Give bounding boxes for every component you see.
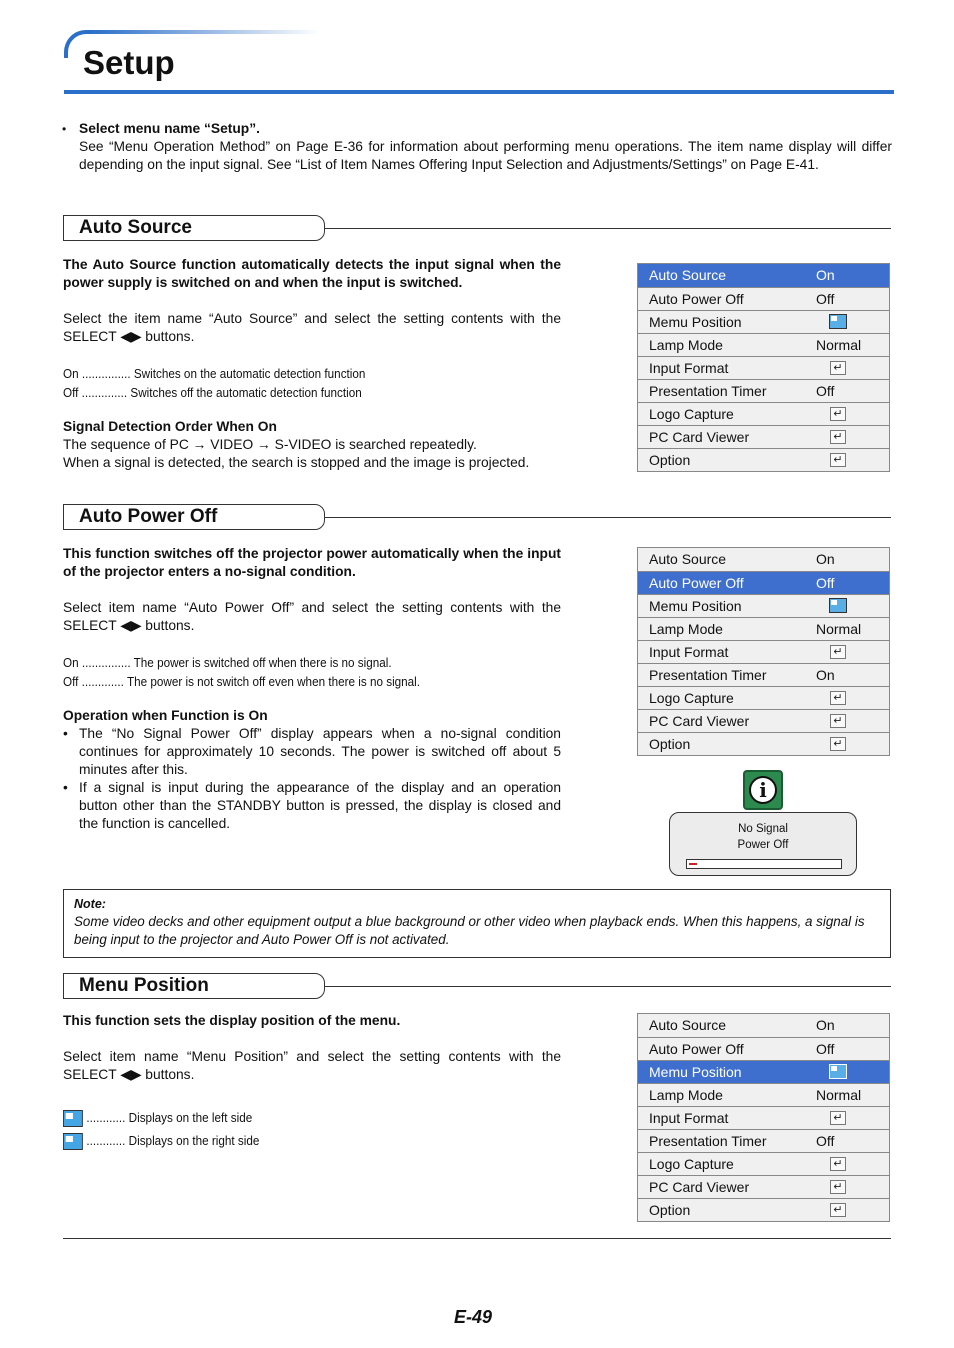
- menu-row-logo-capture[interactable]: Logo Capture ↵: [638, 402, 889, 425]
- menu-row-logo-capture[interactable]: Logo Capture ↵: [638, 686, 889, 709]
- enter-icon: ↵: [830, 737, 846, 751]
- menu-row-presentation-timer[interactable]: Presentation Timer Off: [638, 1129, 889, 1152]
- menu-position-text: [63, 1012, 561, 1152]
- page-number: E-49: [454, 1307, 493, 1327]
- menu-position-icon: [829, 314, 847, 329]
- menu-row-input-format[interactable]: Input Format ↵: [638, 356, 889, 379]
- menu-row-pc-card-viewer[interactable]: PC Card Viewer ↵: [638, 425, 889, 448]
- menu-position-instruction: Select item name “Menu Position” and select the setting contents with the SELECT ◀▶ buttons.: [63, 1049, 561, 1082]
- footer-rule: [63, 1238, 891, 1239]
- auto-source-lead: The Auto Source function automatically detects the input signal when the power supply is switched on and when the input is switched.: [63, 257, 561, 290]
- intro: [62, 120, 892, 174]
- menu-position-lead: This function sets the display position of the menu.: [63, 1013, 401, 1028]
- note-label: Note:: [74, 897, 106, 911]
- enter-icon: ↵: [830, 714, 846, 728]
- menu-row-lamp-mode[interactable]: Lamp Mode Normal: [638, 333, 889, 356]
- menu-row-pc-card-viewer[interactable]: PC Card Viewer ↵: [638, 1175, 889, 1198]
- menu-row-option[interactable]: Option ↵: [638, 448, 889, 471]
- menu-row-option[interactable]: Option ↵: [638, 1198, 889, 1221]
- enter-icon: ↵: [830, 1111, 846, 1125]
- menu-row-logo-capture[interactable]: Logo Capture ↵: [638, 1152, 889, 1175]
- menu-position-icon: [829, 1064, 847, 1079]
- enter-icon: ↵: [830, 1157, 846, 1171]
- menu-row-presentation-timer[interactable]: Presentation Timer Off: [638, 379, 889, 402]
- menu-row-menu-position[interactable]: Memu Position: [638, 1060, 889, 1083]
- auto-power-off-lead: This function switches off the projector power automatically when the input of the projector enters a no-signal condition.: [63, 546, 561, 579]
- section-rule: [325, 228, 891, 229]
- menu-row-menu-position[interactable]: Memu Position: [638, 310, 889, 333]
- enter-icon: ↵: [830, 645, 846, 659]
- menu-row-auto-power-off[interactable]: Auto Power Off Off: [638, 1037, 889, 1060]
- no-signal-dialog: [669, 812, 857, 876]
- section-title: Auto Source: [63, 215, 325, 241]
- menu-position-right-icon: [63, 1133, 83, 1150]
- auto-power-off-subhead: Operation when Function is On: [63, 708, 268, 723]
- auto-source-subhead: Signal Detection Order When On: [63, 419, 277, 434]
- section-rule: [325, 986, 891, 987]
- note-box: [63, 889, 891, 958]
- enter-icon: ↵: [830, 453, 846, 467]
- section-rule: [325, 517, 891, 518]
- enter-icon: ↵: [830, 430, 846, 444]
- auto-source-sequence: The sequence of PC → VIDEO → S-VIDEO is searched repeatedly.: [63, 437, 477, 452]
- setup-menu-menu-position: [637, 1013, 890, 1222]
- menu-position-left-icon: [63, 1110, 83, 1127]
- auto-source-instruction: Select the item name “Auto Source” and select the setting contents with the SELECT ◀▶ buttons.: [63, 311, 561, 344]
- menu-row-auto-source[interactable]: Auto Source On: [638, 264, 889, 287]
- enter-icon: ↵: [830, 407, 846, 421]
- auto-source-detect: When a signal is detected, the search is stopped and the image is projected.: [63, 455, 530, 470]
- auto-source-opt-on: On ............... Switches on the automatic detection function: [63, 366, 366, 381]
- section-menu-position: [63, 973, 891, 999]
- title-frame-top-fade: [90, 30, 320, 34]
- menu-position-opt-right: ............ Displays on the right side: [63, 1129, 511, 1152]
- auto-power-off-opt-on: On ............... The power is switched off when there is no signal.: [63, 655, 392, 670]
- menu-row-pc-card-viewer[interactable]: PC Card Viewer ↵: [638, 709, 889, 732]
- menu-row-input-format[interactable]: Input Format ↵: [638, 640, 889, 663]
- no-signal-line2: Power Off: [737, 839, 789, 851]
- menu-row-auto-source[interactable]: Auto Source On: [638, 548, 889, 571]
- menu-row-option[interactable]: Option ↵: [638, 732, 889, 755]
- auto-power-off-text: [63, 545, 561, 833]
- section-title: Auto Power Off: [63, 504, 325, 530]
- title-frame: [64, 30, 894, 94]
- auto-power-off-opt-off: Off ............. The power is not switch off even when there is no signal.: [63, 674, 421, 689]
- progress-fill: [689, 863, 697, 865]
- list-item: • If a signal is input during the appearance of the display and an operation button other than the STANDBY button is pressed, the display is closed and the function is cancelled.: [63, 780, 561, 831]
- section-title: Menu Position: [63, 973, 325, 999]
- section-auto-source: [63, 215, 891, 241]
- menu-row-auto-source[interactable]: Auto Source On: [638, 1014, 889, 1037]
- title-frame-bottom-rule: [64, 90, 894, 94]
- menu-position-icon: [829, 598, 847, 613]
- auto-source-text: [63, 256, 561, 472]
- menu-row-input-format[interactable]: Input Format ↵: [638, 1106, 889, 1129]
- enter-icon: ↵: [830, 1203, 846, 1217]
- no-signal-line1: No Signal: [738, 823, 788, 835]
- setup-menu-auto-source: [637, 263, 890, 472]
- section-auto-power-off: [63, 504, 891, 530]
- note-text: Some video decks and other equipment output a blue background or other video when playback ends. When this happens, a signal is being input to the projector and Auto Power Off is not activated.: [74, 914, 865, 947]
- enter-icon: ↵: [830, 361, 846, 375]
- intro-body: See “Menu Operation Method” on Page E-36 for information about performing menu operations. The item name display will differ depending on the input signal. See “List of Item Names Offering Input Selection and Adjustments/Settings” on Page E-41.: [79, 139, 892, 172]
- menu-position-opt-left: ............ Displays on the left side: [63, 1106, 511, 1129]
- no-signal-progress-bar: [686, 859, 842, 869]
- intro-bullet: •: [62, 122, 67, 136]
- list-item: • The “No Signal Power Off” display appears when a no-signal condition continues for approximately 10 seconds. The power is switched off about 5 minutes after this.: [63, 726, 561, 777]
- menu-row-lamp-mode[interactable]: Lamp Mode Normal: [638, 617, 889, 640]
- enter-icon: ↵: [830, 691, 846, 705]
- menu-row-auto-power-off[interactable]: Auto Power Off Off: [638, 287, 889, 310]
- page-title: Setup: [83, 44, 175, 81]
- setup-menu-auto-power-off: [637, 547, 890, 756]
- enter-icon: ↵: [830, 1180, 846, 1194]
- auto-source-opt-off: Off .............. Switches off the automatic detection function: [63, 385, 362, 400]
- menu-row-auto-power-off[interactable]: Auto Power Off Off: [638, 571, 889, 594]
- menu-row-menu-position[interactable]: Memu Position: [638, 594, 889, 617]
- menu-row-presentation-timer[interactable]: Presentation Timer On: [638, 663, 889, 686]
- auto-power-off-instruction: Select item name “Auto Power Off” and select the setting contents with the SELECT ◀▶ buttons.: [63, 600, 561, 633]
- menu-row-lamp-mode[interactable]: Lamp Mode Normal: [638, 1083, 889, 1106]
- intro-heading: Select menu name “Setup”.: [79, 121, 260, 136]
- info-icon: i: [743, 770, 783, 810]
